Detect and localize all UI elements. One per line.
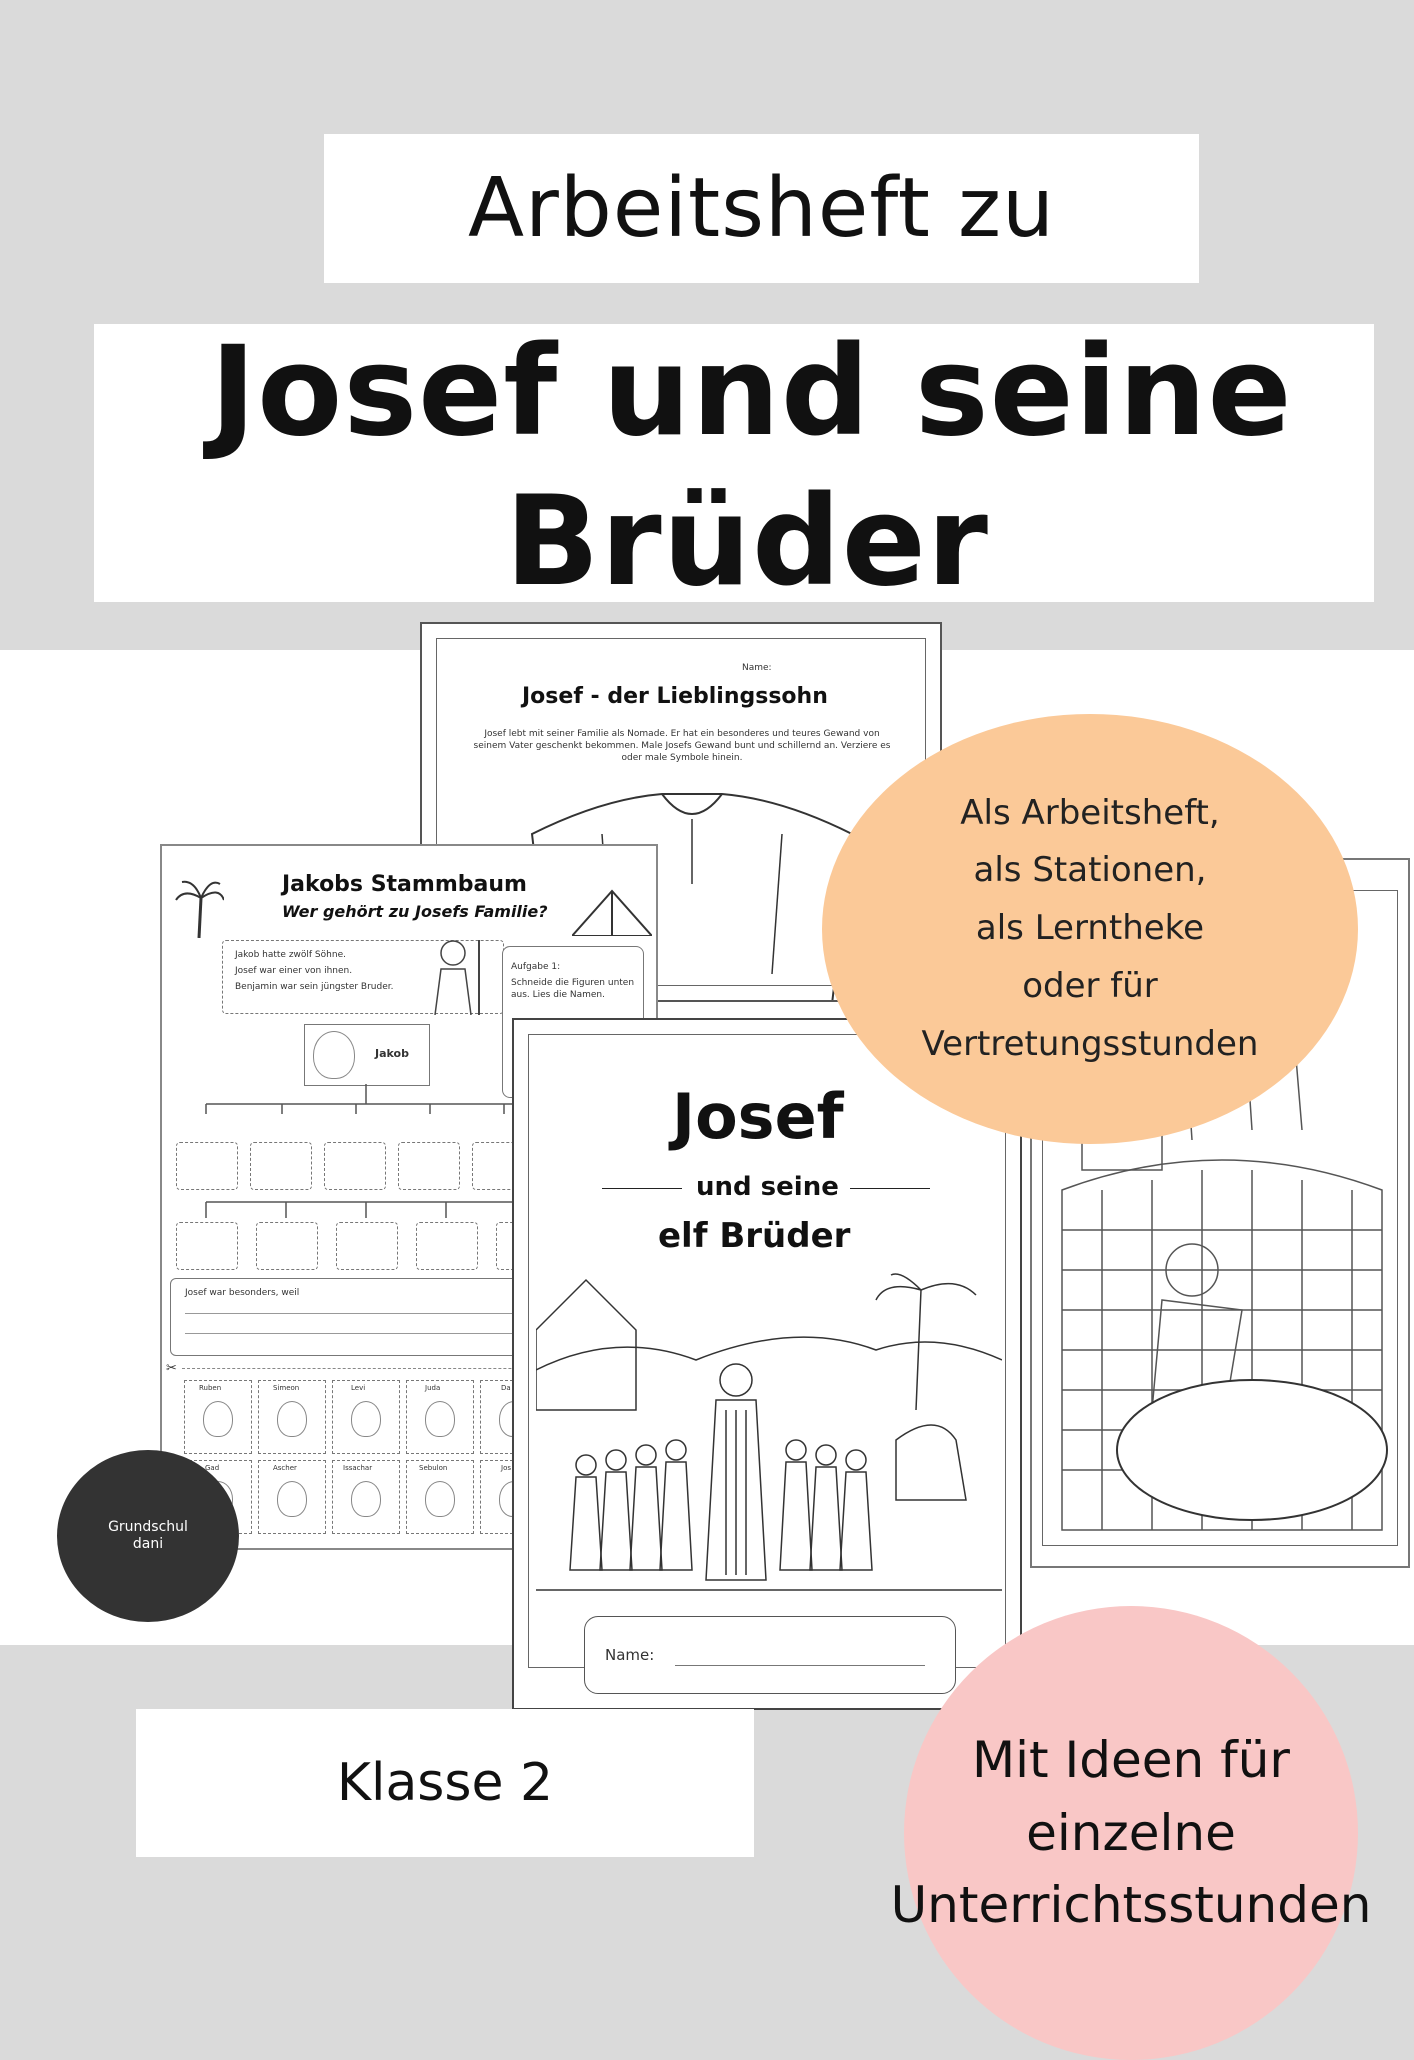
name-slot — [416, 1222, 478, 1270]
sheet-heading: Josef - der Lieblingssohn — [522, 684, 828, 709]
divider-right — [850, 1188, 930, 1189]
cover-line-3: elf Brüder — [658, 1216, 851, 1256]
son-name: Jos — [501, 1464, 511, 1472]
son-portrait — [277, 1481, 307, 1517]
ideas-line: einzelne — [1026, 1803, 1236, 1862]
name-slot — [176, 1142, 238, 1190]
grade-box — [136, 1709, 754, 1857]
formats-badge — [822, 714, 1358, 1144]
son-name: Juda — [425, 1384, 441, 1392]
ideas-badge — [890, 1606, 1372, 2060]
son-card — [406, 1380, 474, 1454]
son-name: Ruben — [199, 1384, 222, 1392]
author-logo — [57, 1450, 239, 1622]
info-line-3: Benjamin war sein jüngster Bruder. — [235, 982, 394, 992]
son-card — [258, 1460, 326, 1534]
name-slot — [250, 1142, 312, 1190]
cover-line-2: und seine — [696, 1172, 839, 1202]
speech-bubble-shape — [1117, 1380, 1387, 1520]
son-name: Sebulon — [419, 1464, 448, 1472]
ideas-line: Mit Ideen für — [972, 1731, 1290, 1790]
formats-line: oder für — [1022, 965, 1158, 1006]
son-portrait — [203, 1401, 233, 1437]
ideas-line: Unterrichtsstunden — [890, 1876, 1372, 1935]
son-card — [332, 1380, 400, 1454]
info-line-1: Jakob hatte zwölf Söhne. — [235, 950, 346, 960]
name-slot — [176, 1222, 238, 1270]
son-card — [406, 1460, 474, 1534]
son-portrait — [351, 1401, 381, 1437]
name-writing-line — [675, 1665, 925, 1666]
sentence-prompt: Josef war besonders, weil — [185, 1288, 300, 1298]
sheet-heading: Jakobs Stammbaum — [282, 872, 527, 897]
formats-line: Vertretungsstunden — [921, 1023, 1259, 1064]
name-slot — [256, 1222, 318, 1270]
task-text: Schneide die Figuren unten aus. Lies die Namen. — [511, 978, 635, 1001]
son-card — [332, 1460, 400, 1534]
sheet-name-label: Name: — [742, 663, 772, 673]
task-title: Aufgabe 1: — [511, 962, 561, 972]
info-box — [222, 940, 504, 1014]
palm-tree-icon — [174, 878, 224, 938]
logo-line: Grundschul — [108, 1519, 188, 1536]
son-name: Issachar — [343, 1464, 373, 1472]
son-card — [258, 1380, 326, 1454]
son-card — [184, 1380, 252, 1454]
name-slot — [324, 1142, 386, 1190]
ideas-badge-text — [891, 1724, 1372, 1942]
son-name: Gad — [205, 1464, 220, 1472]
sheet-text: Josef lebt mit seiner Familie als Nomade. Er hat ein besonderes und teures Gewand von seinem Vater geschenkt bekommen. Male Josefs Gewand bunt und schillernd an. Verziere es oder male Symbole hinein. — [473, 729, 891, 764]
formats-badge-text — [922, 785, 1259, 1074]
title-line-2: Brüder — [505, 470, 989, 614]
grade-label: Klasse 2 — [336, 1753, 554, 1813]
father-name: Jakob — [375, 1047, 409, 1060]
son-name: Da — [501, 1384, 511, 1392]
formats-line: als Stationen, — [973, 850, 1207, 891]
divider-left — [602, 1188, 682, 1189]
name-field-label: Name: — [605, 1646, 655, 1664]
name-slot — [336, 1222, 398, 1270]
sheet-subheading: Wer gehört zu Josefs Familie? — [282, 902, 548, 921]
subtitle-box — [324, 134, 1199, 283]
father-portrait — [313, 1031, 355, 1079]
preview-sheet-cover — [512, 1018, 1022, 1710]
son-name: Levi — [351, 1384, 366, 1392]
title-line-1: Josef und seine — [210, 320, 1293, 464]
son-name: Ascher — [273, 1464, 297, 1472]
son-portrait — [351, 1481, 381, 1517]
formats-line: als Lerntheke — [975, 908, 1205, 949]
son-portrait — [425, 1401, 455, 1437]
name-slot — [398, 1142, 460, 1190]
brothers-scene-illustration — [536, 1270, 1002, 1620]
father-box — [304, 1024, 430, 1086]
name-field[interactable] — [584, 1616, 956, 1694]
formats-line: Als Arbeitsheft, — [960, 792, 1220, 833]
son-portrait — [277, 1401, 307, 1437]
tent-icon — [572, 886, 652, 936]
son-portrait — [425, 1481, 455, 1517]
son-name: Simeon — [273, 1384, 300, 1392]
cover-title: Josef — [672, 1080, 844, 1153]
logo-line: dani — [132, 1536, 164, 1552]
scissors-icon: ✂ — [166, 1361, 177, 1376]
jakob-figure-illustration — [423, 935, 489, 1015]
info-line-2: Josef war einer von ihnen. — [235, 966, 353, 976]
subtitle: Arbeitsheft zu — [467, 161, 1056, 256]
